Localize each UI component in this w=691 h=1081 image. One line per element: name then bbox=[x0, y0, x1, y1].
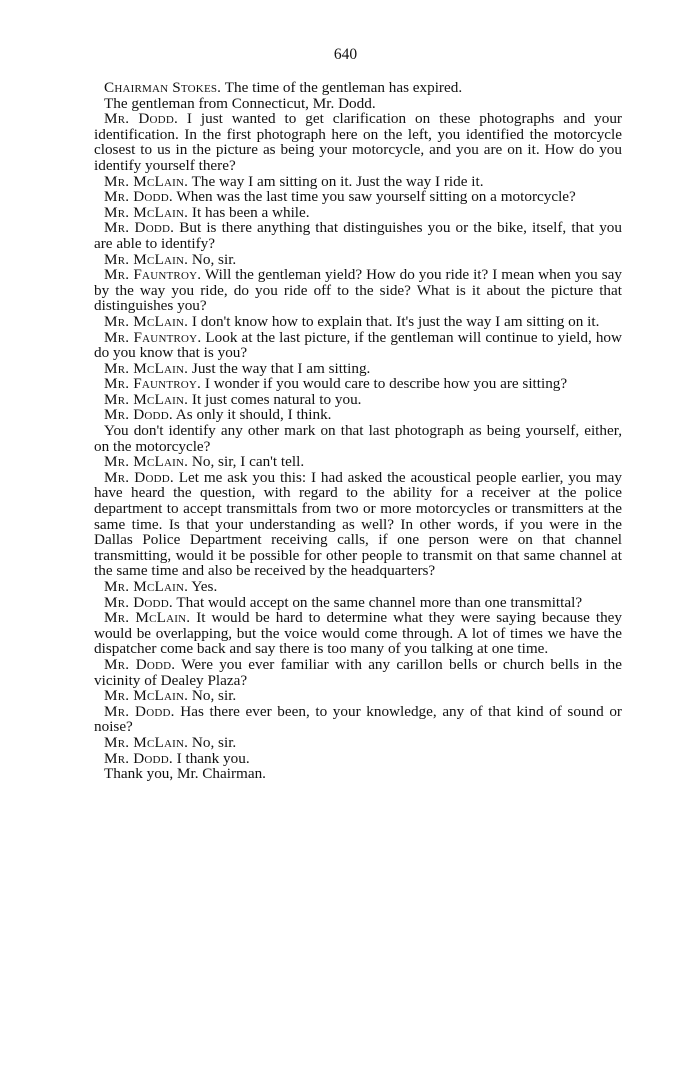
speaker-name: Mr. Fauntroy. bbox=[104, 375, 202, 393]
speaker-name: Mr. McLain. bbox=[104, 203, 189, 221]
speaker-name: Mr. Fauntroy. bbox=[104, 328, 202, 346]
paragraph-text: Look at the last picture, if the gentleman will continue to yield, how do you know that is you? bbox=[94, 328, 622, 362]
paragraph-text: It just comes natural to you. bbox=[188, 390, 362, 408]
speaker-name: Mr. McLain. bbox=[104, 312, 189, 330]
speaker-name: Mr. McLain. bbox=[104, 733, 189, 751]
transcript-paragraph bbox=[94, 220, 622, 251]
paragraph-text: When was the last time you saw yourself sitting on a motorcycle? bbox=[172, 188, 576, 206]
paragraph-text: You don't identify any other mark on that last photograph as being yourself, either, on the motorcycle? bbox=[94, 422, 622, 455]
transcript-paragraph bbox=[94, 657, 622, 688]
transcript-paragraph bbox=[94, 579, 622, 595]
transcript-paragraph bbox=[94, 610, 622, 657]
paragraph-text: I don't know how to explain that. It's just the way I am sitting on it. bbox=[188, 312, 600, 330]
paragraph-text: I wonder if you would care to describe how you are sitting? bbox=[201, 375, 568, 393]
transcript-paragraph bbox=[94, 423, 622, 454]
speaker-name: Mr. Dodd. bbox=[104, 110, 178, 128]
paragraph-text: Just the way that I am sitting. bbox=[188, 359, 371, 377]
speaker-name: Mr. McLain. bbox=[104, 390, 189, 408]
transcript-paragraph bbox=[94, 704, 622, 735]
speaker-name: Mr. McLain. bbox=[104, 172, 189, 190]
paragraph-text: It has been a while. bbox=[188, 203, 310, 221]
transcript-paragraph bbox=[94, 735, 622, 751]
speaker-name: Mr. Dodd. bbox=[104, 468, 174, 486]
transcript-body bbox=[94, 80, 622, 782]
paragraph-text: Will the gentleman yield? How do you ride it? I mean when you say by the way you ride, do you ride off to the side? What is it about the picture that distinguishes you? bbox=[94, 266, 622, 315]
speaker-name: Mr. Fauntroy. bbox=[104, 266, 202, 284]
transcript-paragraph bbox=[94, 267, 622, 314]
paragraph-text: That would accept on the same channel more than one transmittal? bbox=[172, 593, 583, 611]
paragraph-text: No, sir. bbox=[188, 687, 237, 705]
paragraph-text: The way I am sitting on it. Just the way I ride it. bbox=[188, 172, 484, 190]
speaker-name: Mr. Dodd. bbox=[104, 655, 176, 673]
transcript-paragraph bbox=[94, 330, 622, 361]
transcript-paragraph bbox=[94, 96, 622, 112]
speaker-name: Chairman Stokes. bbox=[104, 79, 222, 96]
transcript-paragraph bbox=[94, 189, 622, 205]
paragraph-text: Were you ever familiar with any carillon bells or church bells in the vicinity of Dealey Plaza? bbox=[94, 655, 622, 689]
transcript-paragraph bbox=[94, 376, 622, 392]
speaker-name: Mr. McLain. bbox=[104, 359, 189, 377]
paragraph-text: Yes. bbox=[188, 578, 218, 595]
paragraph-text: No, sir. bbox=[188, 733, 237, 751]
speaker-name: Mr. Dodd. bbox=[104, 702, 175, 720]
speaker-name: Mr. Dodd. bbox=[104, 749, 173, 767]
transcript-paragraph bbox=[94, 392, 622, 408]
transcript-paragraph bbox=[94, 470, 622, 579]
speaker-name: Mr. McLain. bbox=[104, 687, 189, 705]
paragraph-text: The time of the gentleman has expired. bbox=[221, 79, 463, 96]
speaker-name: Mr. Dodd. bbox=[104, 406, 173, 424]
speaker-name: Mr. McLain. bbox=[104, 250, 189, 268]
paragraph-text: It would be hard to determine what they were saying because they would be overlapping, but the voice would come through. A lot of times we have the dispatcher come back and say there is too many of you talking at one time. bbox=[94, 609, 623, 658]
transcript-paragraph bbox=[94, 80, 622, 96]
transcript-paragraph bbox=[94, 314, 622, 330]
transcript-paragraph bbox=[94, 174, 622, 190]
speaker-name: Mr. Dodd. bbox=[104, 219, 175, 237]
transcript-paragraph bbox=[94, 111, 622, 173]
paragraph-text: Let me ask you this: I had asked the acoustical people earlier, you may have heard the question, with regard to the ability for a receiver at the police department to accept transmittals from two or more motorcycles or transmitters at the same time. Is that your understanding as well? In other words, if you were in the Dallas Police Department receiving calls, if one person were on that channel transmitting, would it be possible for other people to transmit on that same channel at the same time and also be received by the headquarters? bbox=[94, 468, 622, 580]
transcript-paragraph bbox=[94, 205, 622, 221]
transcript-paragraph bbox=[94, 751, 622, 767]
paragraph-text: Has there ever been, to your knowledge, any of that kind of sound or noise? bbox=[94, 702, 622, 736]
transcript-paragraph bbox=[94, 407, 622, 423]
paragraph-text: No, sir. bbox=[188, 250, 237, 268]
transcript-paragraph bbox=[94, 361, 622, 377]
paragraph-text: I thank you. bbox=[172, 749, 250, 767]
paragraph-text: I just wanted to get clarification on these photographs and your identification. In the first photograph here on the left, you identified the motorcycle closest to us in the picture as being your motorcycle, and you are on it. How do you identify yourself there? bbox=[94, 110, 622, 174]
paragraph-text: As only it should, I think. bbox=[172, 406, 332, 424]
transcript-paragraph bbox=[94, 688, 622, 704]
transcript-paragraph bbox=[94, 766, 622, 782]
page-number: 640 bbox=[333, 46, 358, 63]
speaker-name: Mr. McLain. bbox=[104, 578, 189, 595]
paragraph-text: But is there anything that distinguishes you or the bike, itself, that you are able to identify? bbox=[94, 219, 622, 252]
speaker-name: Mr. McLain. bbox=[104, 609, 191, 627]
speaker-name: Mr. Dodd. bbox=[104, 593, 173, 611]
speaker-name: Mr. Dodd. bbox=[104, 188, 173, 206]
paragraph-text: The gentleman from Connecticut, Mr. Dodd. bbox=[104, 94, 376, 112]
paragraph-text: No, sir, I can't tell. bbox=[188, 453, 305, 471]
transcript-paragraph bbox=[94, 252, 622, 268]
paragraph-text: Thank you, Mr. Chairman. bbox=[104, 765, 266, 783]
transcript-paragraph bbox=[94, 595, 622, 611]
speaker-name: Mr. McLain. bbox=[104, 453, 189, 471]
transcript-paragraph bbox=[94, 454, 622, 470]
